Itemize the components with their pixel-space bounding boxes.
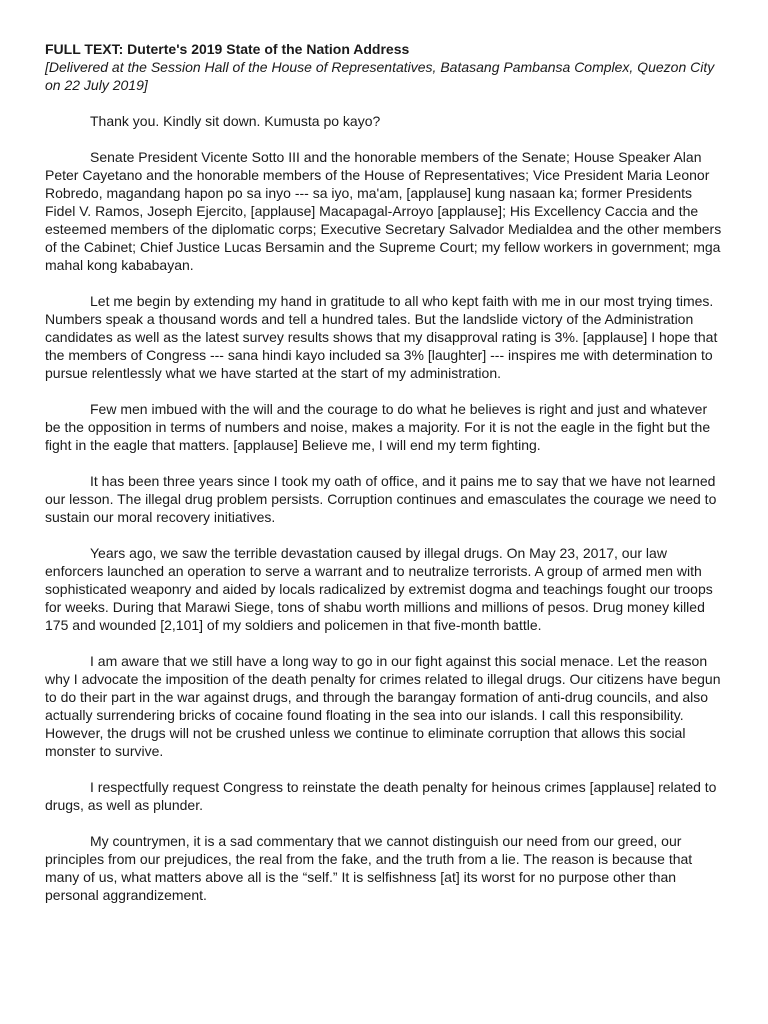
paragraph: I respectfully request Congress to reinstate the death penalty for heinous crimes [applause] related to drugs, as well as plunder. (45, 779, 717, 813)
paragraph: Years ago, we saw the terrible devastation caused by illegal drugs. On May 23, 2017, our law enforcers launched an operation to serve a warrant and to neutralize terrorists. A group of armed men with sophisticated weaponry and aided by locals radicalized by extremist dogma and teachings fought our troops for weeks. During that Marawi Siege, tons of shabu worth millions and millions of pesos. Drug money killed 175 and wounded [2,101] of my soldiers and policemen in that five-month battle. (45, 545, 713, 633)
paragraph: My countrymen, it is a sad commentary that we cannot distinguish our need from our greed, our principles from our prejudices, the real from the fake, and the truth from a lie. The reason is because that many of us, what matters above all is the “self.” It is selfishness [at] its worst for no purpose other than personal aggrandizement. (45, 833, 693, 903)
document-title: FULL TEXT: Duterte's 2019 State of the Nation Address (45, 41, 410, 57)
paragraph: Few men imbued with the will and the courage to do what he believes is right and just and whatever be the opposition in terms of numbers and noise, makes a majority. For it is not the eagle in the fight but the fight in the eagle that matters. [applause] Believe me, I will end my term fighting. (45, 401, 711, 453)
paragraph: Thank you. Kindly sit down. Kumusta po kayo? (90, 113, 381, 129)
paragraph: It has been three years since I took my oath of office, and it pains me to say that we have not learned our lesson. The illegal drug problem persists. Corruption continues and emasculates the courage we need to sustain our moral recovery initiatives. (45, 473, 717, 525)
document-subtitle: [Delivered at the Session Hall of the House of Representatives, Batasang Pambansa Complex, Quezon City on 22 July 2019] (45, 59, 715, 93)
paragraph: Senate President Vicente Sotto III and the honorable members of the Senate; House Speaker Alan Peter Cayetano and the honorable members of the House of Representatives; Vice President Maria Leonor Robredo, magandang hapon po sa inyo --- sa iyo, ma'am, [applause] kung nasaan ka; former Presidents Fidel V. Ramos, Joseph Ejercito, [applause] Macapagal-Arroyo [applause]; His Excellency Caccia and the esteemed members of the diplomatic corps; Executive Secretary Salvador Medialdea and the other members of the Cabinet; Chief Justice Lucas Bersamin and the Supreme Court; my fellow workers in government; mga mahal kong kababayan. (45, 149, 722, 273)
paragraph: I am aware that we still have a long way to go in our fight against this social menace. Let the reason why I advocate the imposition of the death penalty for crimes related to illegal drugs. Our citizens have begun to do their part in the war against drugs, and through the barangay formation of anti-drug councils, and also actually surrendering bricks of cocaine found floating in the sea into our islands. I call this responsibility. However, the drugs will not be crushed unless we continue to eliminate corruption that allows this social monster to survive. (45, 653, 721, 759)
paragraph: Let me begin by extending my hand in gratitude to all who kept faith with me in our most trying times. Numbers speak a thousand words and tell a hundred tales. But the landslide victory of the Administration candidates as well as the latest survey results shows that my disapproval rating is 3%. [applause] I hope that the members of Congress --- sana hindi kayo included sa 3% [laughter] --- inspires me with determination to pursue relentlessly what we have started at the start of my administration. (45, 293, 718, 381)
document-page (45, 40, 725, 922)
